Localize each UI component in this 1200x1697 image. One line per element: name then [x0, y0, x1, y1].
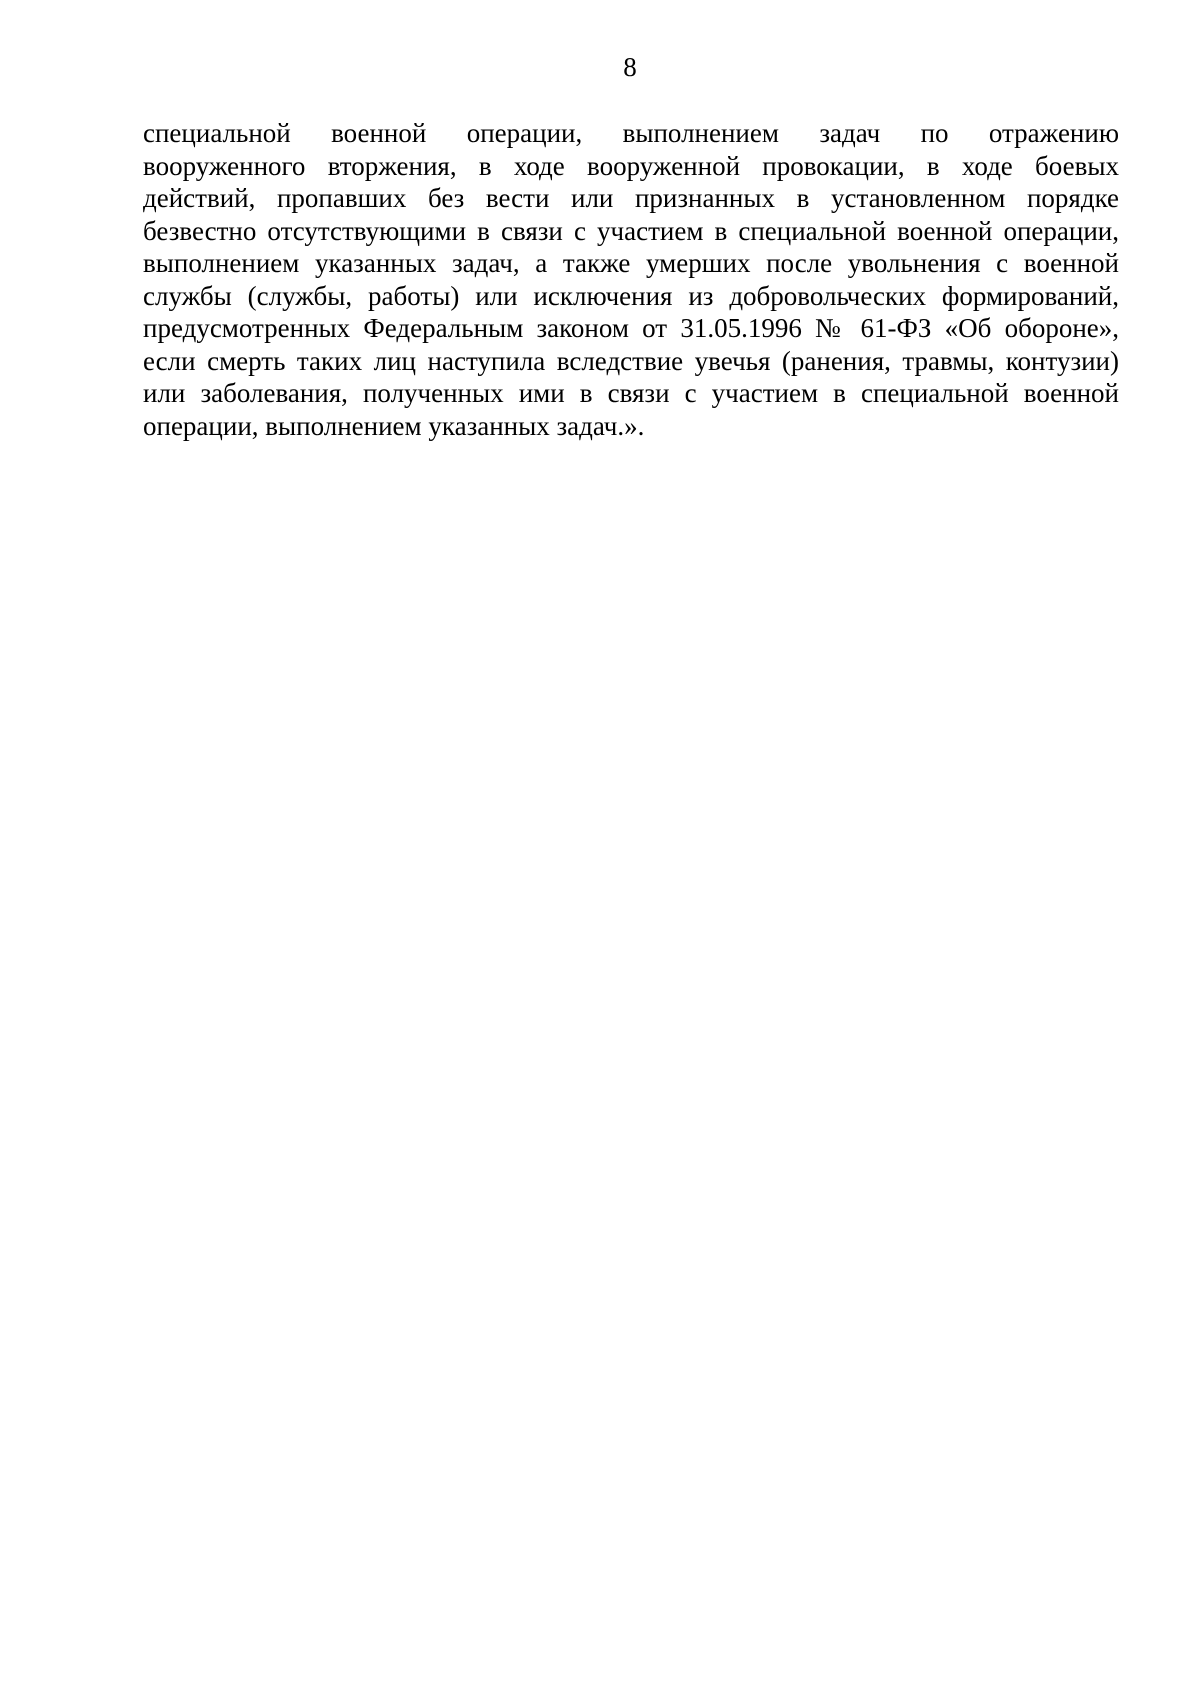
text-line: предусмотренных Федеральным законом от 31.05.1996 № 61-ФЗ «Об обороне»,	[143, 313, 1119, 343]
text-line: вооруженного вторжения, в ходе вооруженной провокации, в ходе боевых	[143, 150, 1119, 181]
text-line: действий, пропавших без вести или признанных в установленном порядке	[143, 183, 1119, 213]
text-line: или заболевания, полученных ими в связи с участием в специальной военной	[143, 378, 1119, 408]
text-line: операции, выполнением указанных задач.».	[143, 410, 645, 441]
page-number: 8	[623, 52, 637, 82]
text-line: если смерть таких лиц наступила вследствие увечья (ранения, травмы, контузии)	[143, 345, 1119, 376]
text-line: выполнением указанных задач, а также умерших после увольнения с военной	[143, 248, 1119, 278]
paragraph	[143, 117, 1119, 442]
text-line: безвестно отсутствующими в связи с участием в специальной военной операции,	[143, 215, 1119, 246]
text-line: службы (службы, работы) или исключения из добровольческих формирований,	[143, 280, 1119, 311]
text-line: специальной военной операции, выполнением задач по отражению	[143, 118, 1119, 148]
